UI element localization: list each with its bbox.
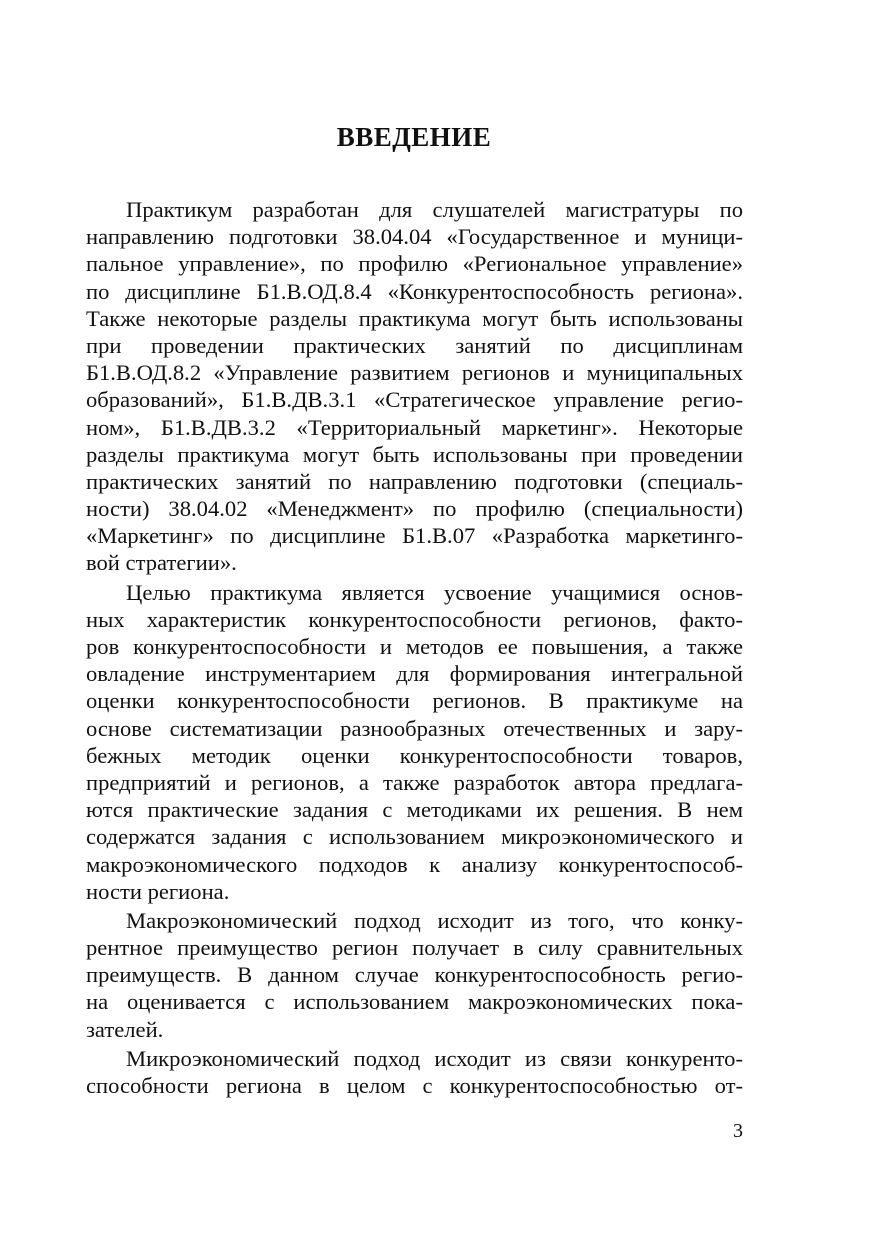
text-line: на оценивается с использованием макроэкономических пока- xyxy=(86,989,743,1015)
text-line: ности региона. xyxy=(86,878,230,904)
text-line: «Маркетинг» по дисциплине Б1.В.07 «Разработка маркетинго- xyxy=(86,523,743,549)
text-line: направлению подготовки 38.04.04 «Государственное и муници- xyxy=(86,224,743,250)
text-line: Микроэкономический подход исходит из связи конкуренто- xyxy=(126,1045,743,1071)
text-line: вой стратегии». xyxy=(86,550,237,576)
text-line: Также некоторые разделы практикума могут быть использованы xyxy=(86,305,743,331)
text-line: зателей. xyxy=(86,1016,164,1042)
paragraph-2 xyxy=(86,579,743,905)
text-line: Целью практикума является усвоение учащимися основ- xyxy=(126,579,743,605)
text-line: Б1.В.ОД.8.2 «Управление развитием регионов и муниципальных xyxy=(86,360,743,386)
text-line: содержатся задания с использованием микроэкономического и xyxy=(86,824,743,850)
paragraph-3 xyxy=(86,907,743,1043)
text-line: практических занятий по направлению подготовки (специаль- xyxy=(86,468,743,494)
text-line: рентное преимущество регион получает в силу сравнительных xyxy=(86,935,743,961)
text-line: разделы практикума могут быть использованы при проведении xyxy=(86,441,743,467)
text-line: способности региона в целом с конкурентоспособностью от- xyxy=(86,1073,743,1098)
text-line: бежных методик оценки конкурентоспособности товаров, xyxy=(86,742,743,768)
text-line: образований», Б1.В.ДВ.3.1 «Стратегическое управление регио- xyxy=(86,387,743,413)
text-line: ются практические задания с методиками их решения. В нем xyxy=(86,797,743,823)
text-line: овладение инструментарием для формирования интегральной xyxy=(86,661,743,687)
body-text xyxy=(86,196,743,1099)
text-line: ров конкурентоспособности и методов ее повышения, а также xyxy=(86,634,743,659)
text-line: предприятий и регионов, а также разработок автора предлага- xyxy=(86,769,743,795)
text-line: по дисциплине Б1.В.ОД.8.4 «Конкурентоспособность региона». xyxy=(86,278,743,304)
text-line: ном», Б1.В.ДВ.3.2 «Территориальный маркетинг». Некоторые xyxy=(86,414,743,440)
paragraph-4 xyxy=(86,1045,743,1099)
text-line: оценки конкурентоспособности регионов. В практикуме на xyxy=(86,688,743,714)
text-line: Практикум разработан для слушателей магистратуры по xyxy=(126,197,743,222)
text-line: преимуществ. В данном случае конкурентоспособность регио- xyxy=(86,962,743,988)
paragraph-1 xyxy=(86,196,743,577)
text-line: ности) 38.04.02 «Менеджмент» по профилю (специальности) xyxy=(86,496,743,522)
text-line: макроэкономического подходов к анализу конкурентоспособ- xyxy=(86,851,743,877)
page-title: ВВЕДЕНИЕ xyxy=(336,122,492,152)
text-line: ных характеристик конкурентоспособности регионов, факто- xyxy=(86,606,743,632)
text-line: основе систематизации разнообразных отечественных и зару- xyxy=(86,715,743,741)
text-line: пальное управление», по профилю «Региональное управление» xyxy=(86,251,743,277)
text-line: Макроэкономический подход исходит из того, что конку- xyxy=(126,907,743,933)
text-line: при проведении практических занятий по дисциплинам xyxy=(86,332,743,358)
page-number: 3 xyxy=(733,1120,743,1142)
